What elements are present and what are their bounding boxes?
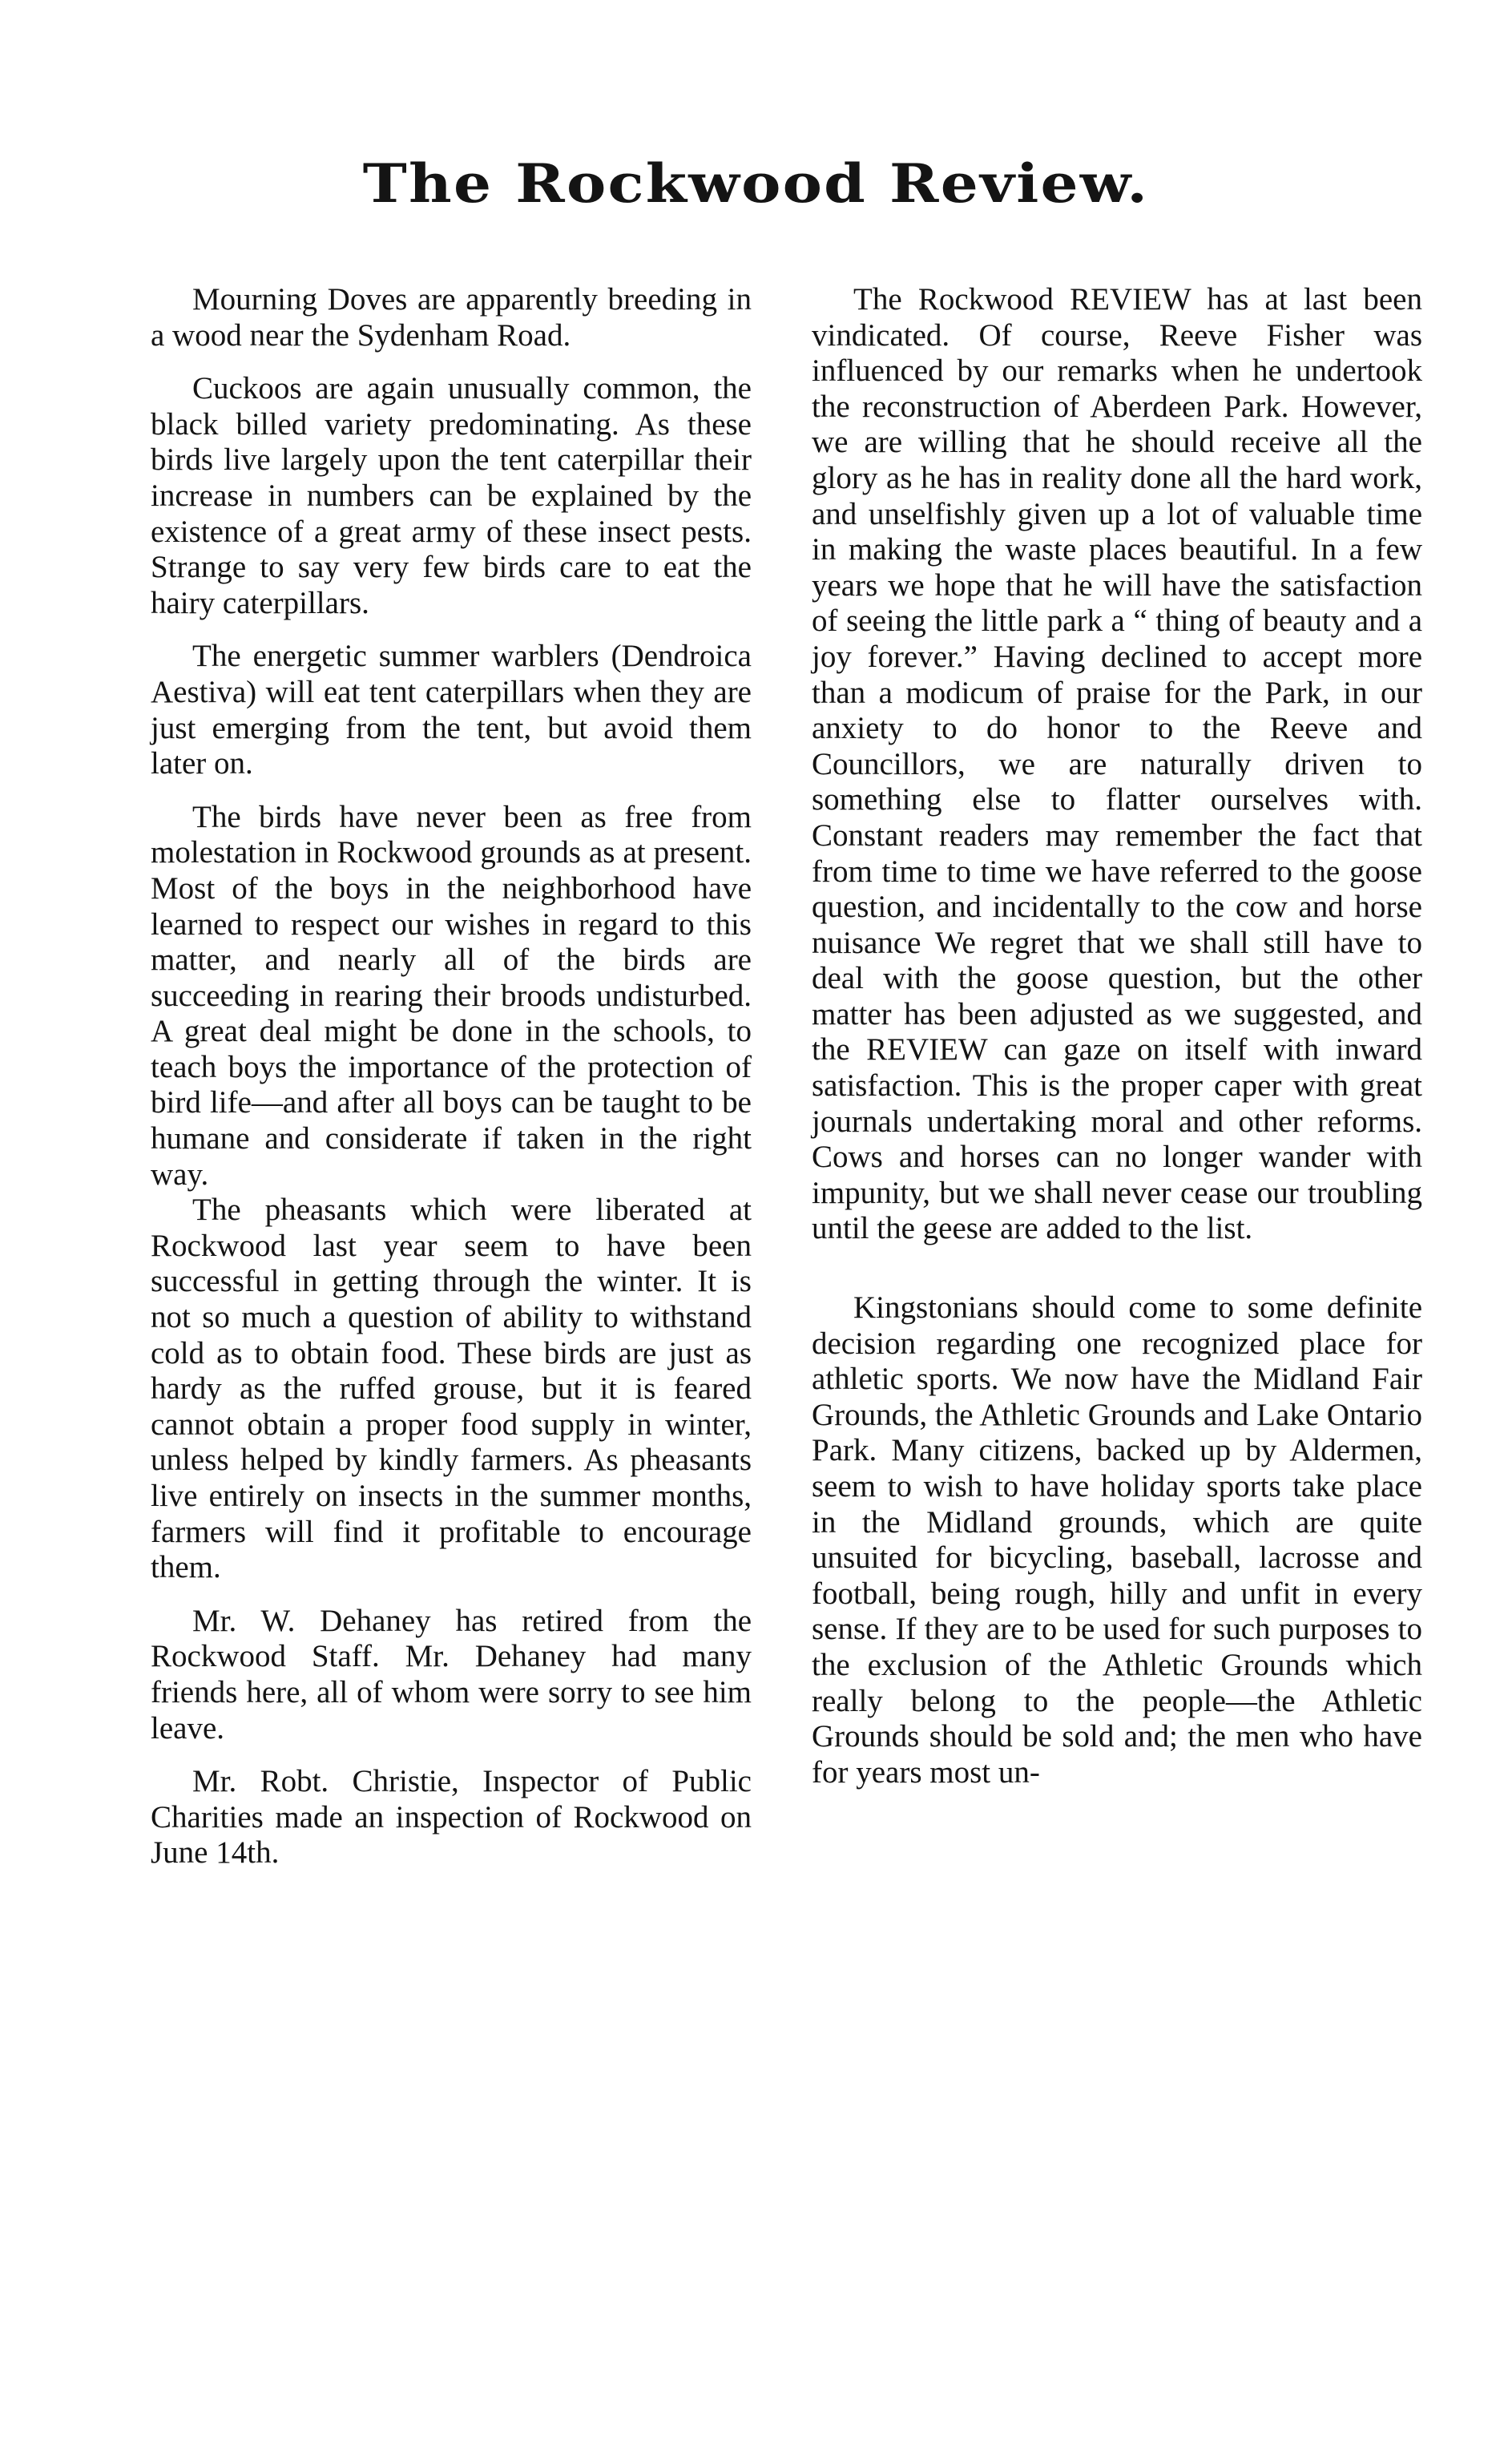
article-pheasants: The pheasants which were liberated at Rockwood last year seem to have been successful in getting through the winter. It is not so much a question of ability to withstand cold as to obtain food. These birds are just as hardy as the ruffed grouse, but it is feared cannot obtain a proper food supply in winter, unless helped by kindly farmers. As pheasants live entirely on insects in the summer months, farmers will find it profitable to encourage them. bbox=[151, 1193, 752, 1585]
article-christie: Mr. Robt. Christie, Inspector of Public Charities made an inspection of Rockwood on June 14th. bbox=[151, 1764, 752, 1871]
article-review-vindicated: The Rockwood REVIEW has at last been vindicated. Of course, Reeve Fisher was influenced by our remarks when he undertook the reconstruction of Aberdeen Park. However, we are willing that he should receive all the glory as he has in reality done all the hard work, and unselfishly given up a lot of valuable time in making the waste places beautiful. In a few years we hope that he will have the satisfaction of seeing the little park a “ thing of beauty and a joy forever.” Having declined to accept more than a modicum of praise for the Park, in our anxiety to do honor to the Reeve and Councillors, we are naturally driven to something else to flatter ourselves with. Constant readers may remember the fact that from time to time we have referred to the goose question, and incidentally to the cow and horse nuisance We regret that we shall still have to deal with the goose question, but the other matter has been adjusted as we suggested, and the REVIEW can gaze on itself with inward satisfaction. This is the proper caper with great journals undertaking moral and other reforms. Cows and horses can no longer wander with impunity, but we shall never cease our troubling until the geese are added to the list. bbox=[812, 282, 1422, 1246]
right-column bbox=[812, 282, 1422, 1790]
page-title: The Rockwood Review. bbox=[362, 152, 1150, 215]
article-dehaney: Mr. W. Dehaney has retired from the Rockwood Staff. Mr. Dehaney had many friends here, all of whom were sorry to see him leave. bbox=[151, 1603, 752, 1746]
article-cuckoos: Cuckoos are again unusually common, the black billed variety predominating. As these birds live largely upon the tent caterpillar their increase in numbers can be explained by the existence of a great army of these insect pests. Strange to say very few birds care to eat the hairy caterpillars. bbox=[151, 371, 752, 620]
article-athletic-grounds: Kingstonians should come to some definite decision regarding one recognized place for athletic sports. We now have the Midland Fair Grounds, the Athletic Grounds and Lake Ontario Park. Many citizens, backed up by Aldermen, seem to wish to have holiday sports take place in the Midland grounds, which are quite unsuited for bicycling, baseball, lacrosse and football, being rough, hilly and unfit in every sense. If they are to be used for such purposes to the exclusion of the Athletic Grounds which really belong to the people—the Athletic Grounds should be sold and; the men who have for years most un- bbox=[812, 1290, 1422, 1790]
article-birds-protection: The birds have never been as free from molestation in Rockwood grounds as at present. Most of the boys in the neighborhood have learned to respect our wishes in regard to this matter, and nearly all of the birds are succeeding in rearing their broods undisturbed. A great deal might be done in the schools, to teach boys the importance of the protection of bird life—and after all boys can be taught to be humane and considerate if taken in the right way. bbox=[151, 799, 752, 1192]
article-mourning-doves: Mourning Doves are apparently breeding in a wood near the Sydenham Road. bbox=[151, 282, 752, 353]
left-column bbox=[151, 282, 752, 1871]
article-warblers: The energetic summer warblers (Dendroica Aestiva) will eat tent caterpillars when they are just emerging from the tent, but avoid them later on. bbox=[151, 639, 752, 781]
